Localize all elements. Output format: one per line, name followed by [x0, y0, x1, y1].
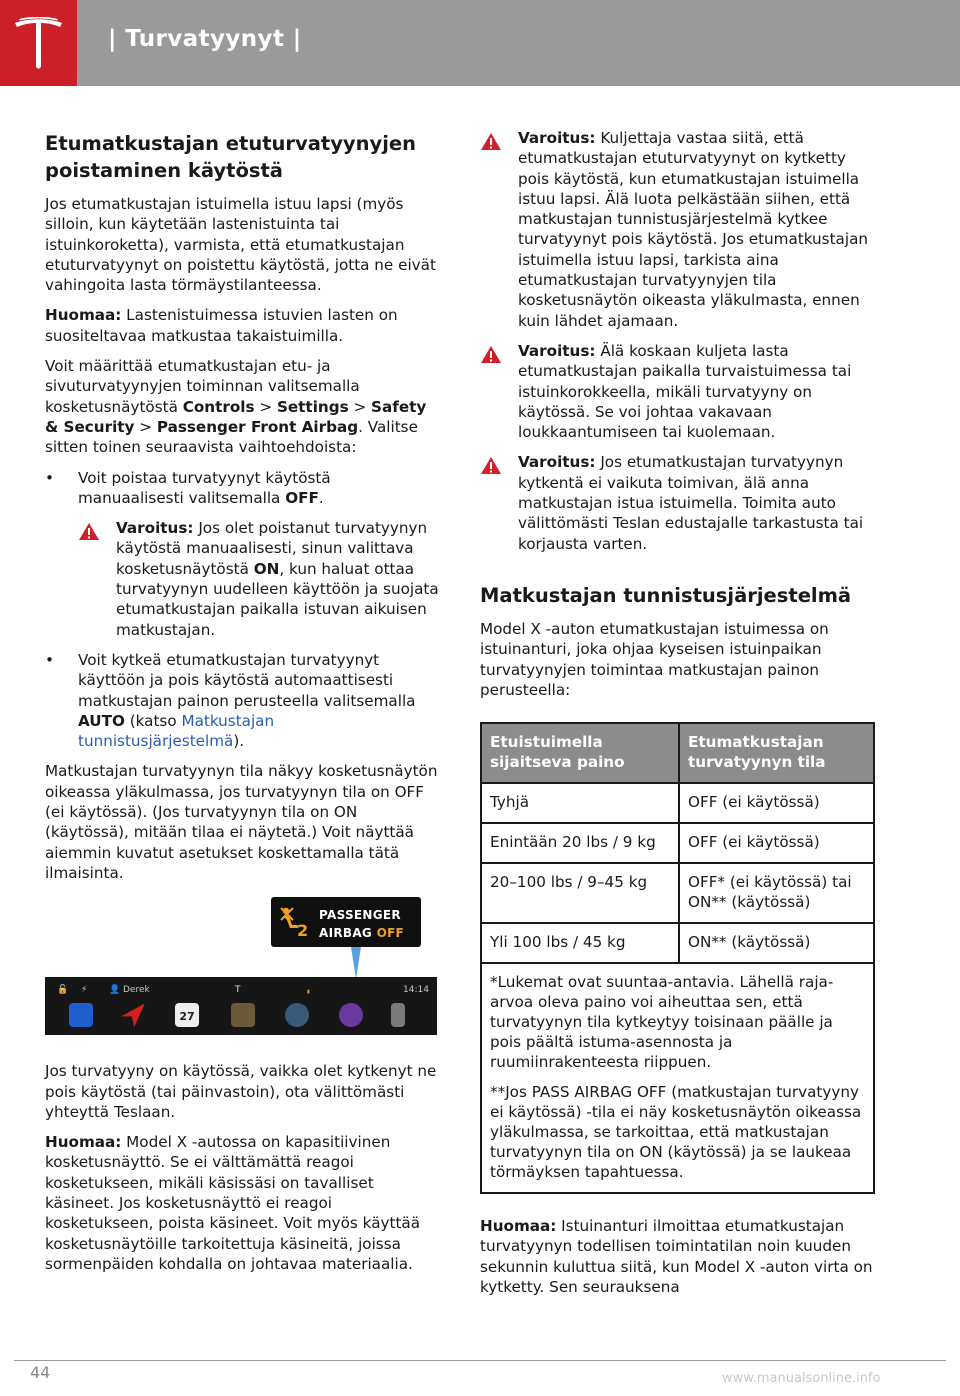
- warning-child-seat: Varoitus: Älä koskaan kuljeta lasta etumatkustajan paikalla turvaistuimessa tai istuinkorokkeella, mikäli turvatyyny on käytössä. Se voi johtaa vakavaan loukkaantumiseen tai kuolemaan.: [480, 341, 875, 442]
- paragraph-status-indicator: Matkustajan turvatyynyn tila näkyy kosketusnäytön oikeassa yläkulmassa, jos turvatyynyn tila on OFF (ei käytössä). (Jos turvatyynyn tila on ON (käytössä), mitään tilaa ei näytetä.) Voit näyttää aiemmin kuvatut asetukset koskettamalla tätä ilmaisinta.: [45, 762, 438, 882]
- calendar-app-icon[interactable]: 27: [175, 1003, 199, 1027]
- mini-airbag-indicator: ▮: [307, 989, 310, 996]
- warning-switch-failure: Varoitus: Jos etumatkustajan turvatyynyn kytkentä ei vaikuta toimivan, älä anna matkustajan istua istuimella. Toimita auto välittömästi Teslan edustajalle tarkastusta tai korjausta varten.: [480, 452, 875, 553]
- bullet-dot: •: [45, 650, 54, 669]
- footer-divider: [14, 1360, 946, 1361]
- warning-driver-responsible: Varoitus: Kuljettaja vastaa siitä, että etumatkustajan etuturvatyynyt on kytketty pois käytöstä, kun etumatkustajan istuimella istuu lapsi. Älä luota pelkästään siihen, että matkustajan tunnistusjärjestelmä kytkee turvatyynyt pois käytöstä. Jos etumatkustajan istuimella istuu lapsi, tarkista aina etumatkustajan turvatyynyjen tila kosketusnäytön oikeasta yläkulmasta, ennen kuin lähdet ajamaan.: [480, 128, 875, 331]
- music-app-icon[interactable]: [69, 1003, 93, 1027]
- table-row: Yli 100 lbs / 45 kg ON** (käytössä): [481, 923, 874, 963]
- bullet-manual-off: • Voit poistaa turvatyynyt käytöstä manuaalisesti valitsemalla OFF.: [45, 468, 331, 507]
- warning-triangle-icon: [480, 132, 502, 151]
- left-heading: Etumatkustajan etuturvatyynyjen poistaminen käytöstä: [45, 132, 417, 182]
- touchscreen-status-bar: [45, 977, 437, 1035]
- menu-passenger-front-airbag: Passenger Front Airbag: [156, 417, 359, 436]
- tesla-t-icon: [13, 17, 64, 69]
- paragraph-child-seat: Jos etumatkustajan istuimella istuu lapsi (myös silloin, kun käytetään lastenistuinta tai istuinkoroketta), varmista, että etumatkustajan etuturvatyynyt on poistettu käytöstä, jotta ne eivät vahingoita lasta törmäystilanteessa.: [45, 195, 436, 295]
- airbag-status-table: [480, 722, 875, 1194]
- lightning-icon: ⚡: [81, 985, 88, 996]
- badge-line-2: AIRBAG OFF: [319, 926, 405, 941]
- table-header-weight: Etuistuimella sijaitseva paino: [481, 723, 679, 783]
- table-row: Tyhjä OFF (ei käytössä): [481, 783, 874, 823]
- watermark: www.manualsonline.info: [722, 1371, 881, 1386]
- paragraph-contact-tesla: Jos turvatyyny on käytössä, vaikka olet kytkenyt ne pois käytöstä (tai päinvastoin), ota välittömästi yhteyttä Teslaan.: [45, 1062, 437, 1121]
- tesla-logo: [0, 0, 77, 86]
- user-icon: 👤: [109, 985, 121, 996]
- right-heading: Matkustajan tunnistusjärjestelmä: [480, 583, 852, 607]
- svg-text:2: 2: [297, 921, 309, 940]
- warning-manual-off: Varoitus: Jos olet poistanut turvatyynyn käytöstä manuaalisesti, sinun valittava kosketusnäytöstä ON, kun haluat ottaa turvatyynyn uudelleen käyttöön ja suojata etumatkustajan paikalla istuvan aikuisen matkustajan.: [78, 518, 440, 640]
- footnote-1: *Lukemat ovat suuntaa-antavia. Lähellä raja-arvoa oleva paino voi aiheuttaa sen, että turvatyynyn tila kytkeytyy toisinaan päälle ja pois päältä istuma-asennosta ja ruumiinrakenteesta riippuen.: [490, 973, 834, 1072]
- note-touchscreen: Huomaa: Model X -autossa on kapasitiivinen kosketusnäyttö. Se ei välttämättä reagoi kosketukseen, mikäli käsissäsi on tavalliset käsineet. Jos kosketusnäyttö ei reagoi kosketukseen, poista käsineet. Voit myös käyttää kosketusnäytöille tarkoitettuja käsineitä, joissa sormenpäiden kohdalla on johtavaa materiaalia.: [45, 1133, 421, 1273]
- link-passenger-detection[interactable]: Matkustajan tunnistusjärjestelmä: [78, 711, 275, 751]
- lock-icon: 🔓: [57, 985, 69, 996]
- page-number: 44: [30, 1363, 51, 1382]
- left-column: [45, 130, 440, 1284]
- table-row: Enintään 20 lbs / 9 kg OFF (ei käytössä): [481, 823, 874, 863]
- table-footnote-row: [481, 963, 874, 1193]
- table-header-row: [481, 723, 874, 783]
- section-title: | Turvatyynyt |: [108, 26, 302, 52]
- airbag-off-icon: [278, 905, 314, 939]
- menu-controls: Controls: [182, 397, 255, 416]
- menu-settings: Settings: [276, 397, 349, 416]
- paragraph-seat-sensor: Model X -auton etumatkustajan istuimessa on istuinanturi, joka ohjaa kyseisen istuinpaikan turvatyynyjen toimintaa matkustajan painon perusteella:: [480, 619, 829, 699]
- status-time: 14:14: [403, 985, 429, 996]
- passenger-airbag-off-badge: [271, 897, 421, 947]
- menu-safety-security: Safety & Security: [45, 397, 427, 436]
- tesla-status-icon: T: [235, 985, 241, 996]
- table-header-status: Etumatkustajan turvatyynyn tila: [679, 723, 874, 783]
- footnote-2: **Jos PASS AIRBAG OFF (matkustajan turvatyyny ei käytössä) -tila ei näy kosketusnäytön oikeassa yläkulmassa, se tarkoittaa, että matkustajan turvatyynyn tila on ON (käytössä) ja se laukeaa törmäyksen tapahtuessa.: [490, 1083, 862, 1182]
- bullet-auto: • Voit kytkeä etumatkustajan turvatyynyt käyttöön ja pois käytöstä automaattisesti matkustajan painon perusteella valitsemalla AUTO (katso Matkustajan tunnistusjärjestelmä).: [45, 650, 416, 751]
- right-column: [480, 128, 875, 1307]
- airbag-status-figure: [45, 897, 440, 1039]
- note-label: Huomaa:: [45, 306, 122, 325]
- user-name: Derek: [123, 985, 150, 996]
- paragraph-settings-path: Voit määrittää etumatkustajan etu- ja sivuturvatyynyjen toiminnan valitsemalla kosketusnäytöstä Controls > Settings > Safety & Security > Passenger Front Airbag. Valitse sitten toinen seuraavista vaihtoehdoista:: [45, 357, 427, 457]
- camera-app-icon[interactable]: [339, 1003, 363, 1027]
- table-row: 20–100 lbs / 9–45 kg OFF* (ei käytössä) tai ON** (käytössä): [481, 863, 874, 923]
- energy-app-icon[interactable]: [231, 1003, 255, 1027]
- navigation-app-icon[interactable]: [121, 1003, 145, 1027]
- page-header: [0, 0, 960, 86]
- warning-triangle-icon: [480, 345, 502, 364]
- note-sensor-delay: Huomaa: Istuinanturi ilmoittaa etumatkustajan turvatyynyn todellisen toimintatilan noin kuuden sekunnin kuluttua siitä, kun Model X -auton virta on kytketty. Sen seurauksena: [480, 1217, 873, 1297]
- warning-triangle-icon: [78, 522, 100, 541]
- badge-line-1: PASSENGER: [319, 908, 401, 923]
- callout-pointer: [351, 947, 361, 979]
- bullet-dot: •: [45, 468, 54, 487]
- warning-triangle-icon: [480, 456, 502, 475]
- phone-app-icon[interactable]: [391, 1003, 405, 1027]
- web-app-icon[interactable]: [285, 1003, 309, 1027]
- note-child-seat: Huomaa: Lastenistuimessa istuvien lasten on suositeltavaa matkustaa takaistuimilla.: [45, 306, 398, 345]
